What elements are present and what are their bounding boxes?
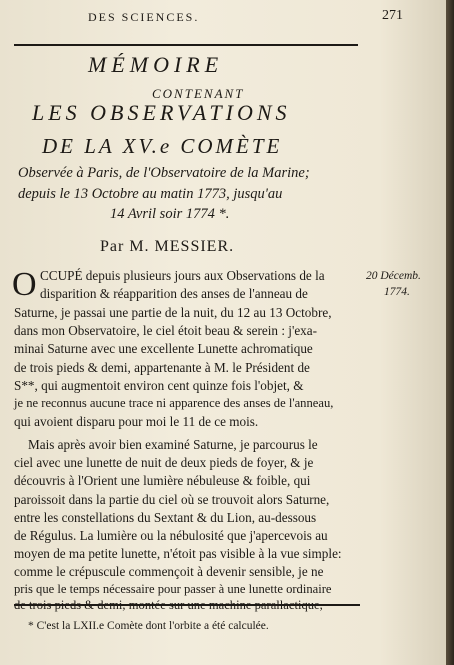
subtitle-line-1: Observée à Paris, de l'Observatoire de la Marine; [18, 165, 310, 181]
title-comete: DE LA XV.e COMÈTE [42, 134, 283, 158]
book-edge [446, 0, 454, 665]
page-number: 271 [382, 8, 403, 23]
p2-line-2: ciel avec une lunette de nuit de deux pieds de foyer, & je [14, 455, 314, 470]
p1-line-7: S**, qui augmentoit environ cent quinze fois l'objet, & [14, 378, 304, 393]
p2-line-1: Mais après avoir bien examiné Saturne, je parcourus le [28, 437, 318, 452]
p2-line-6: de Régulus. La lumière ou la nébulosité que j'apercevois au [14, 528, 328, 543]
title-contenant: CONTENANT [152, 86, 245, 101]
title-observations: LES OBSERVATIONS [32, 100, 291, 125]
author-line: Par M. MESSIER. [100, 238, 235, 255]
p1-line-3: Saturne, je passai une partie de la nuit, du 12 au 13 Octobre, [14, 305, 332, 320]
p2-line-4: paroissoit dans la partie du ciel où se trouvoit alors Saturne, [14, 492, 330, 507]
running-head: DES SCIENCES. [88, 10, 200, 24]
p1-line-9: qui avoient disparu pour moi le 11 de ce mois. [14, 414, 259, 429]
p1-line-1: CCUPÉ depuis plusieurs jours aux Observations de la [40, 268, 325, 283]
p2-line-3: découvris à l'Orient une lumière nébuleuse & foible, qui [14, 473, 311, 488]
p2-line-10 [14, 598, 323, 613]
drop-cap: O [12, 266, 37, 303]
subtitle-line-3: 14 Avril soir 1774 *. [110, 206, 230, 222]
p1-line-2: disparition & réapparition des anses de l'anneau de [40, 286, 308, 301]
p2-line-7: moyen de ma petite lunette, n'étoit pas visible à la vue simple: [14, 546, 342, 561]
p1-line-5: minai Saturne avec une excellente Lunette achromatique [14, 341, 313, 356]
subtitle-line-2: depuis le 13 Octobre au matin 1773, jusqu'au [18, 186, 283, 202]
title-memoire: MÉMOIRE [88, 52, 224, 77]
footnote: * C'est la LXII.e Comète dont l'orbite a été calculée. [28, 620, 269, 632]
margin-date: 20 Décemb. [366, 270, 421, 282]
margin-year: 1774. [384, 286, 410, 298]
p2-line-9: pris que le temps nécessaire pour passer à une lunette ordinaire [14, 582, 332, 596]
p1-line-4: dans mon Observatoire, le ciel étoit beau & serein : j'exa- [14, 323, 318, 338]
footnote-rule [14, 604, 360, 606]
p1-line-8: je ne reconnus aucune trace ni apparence des anses de l'anneau, [14, 396, 334, 410]
header-rule [14, 44, 358, 46]
p1-line-6: de trois pieds & demi, appartenante à M. le Président de [14, 360, 310, 375]
p2-line-8: comme le crépuscule commençoit à devenir sensible, je ne [14, 564, 324, 579]
p2-line-5: entre les constellations du Sextant & du Lion, au-dessous [14, 510, 317, 525]
